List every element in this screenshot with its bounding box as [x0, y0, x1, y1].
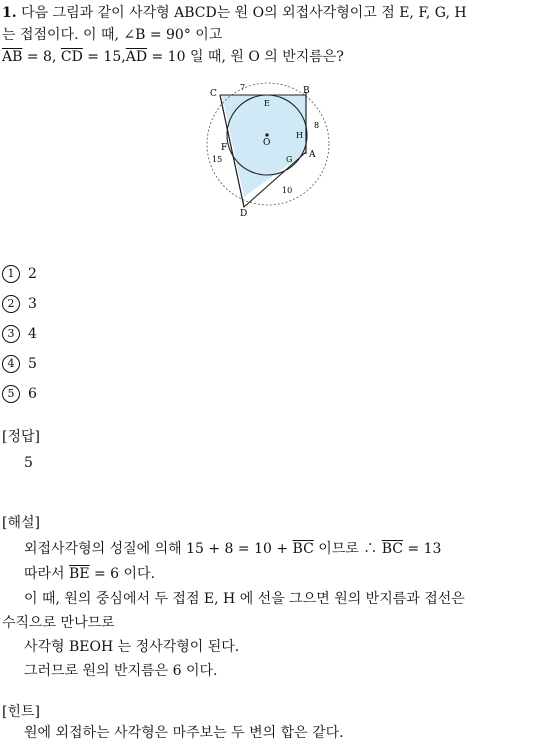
question-line-1 — [2, 4, 467, 22]
explanation-line-3: 이 때, 원의 중심에서 두 접점 E, H 에 선을 그으면 원의 반지름과 접선은 — [24, 591, 465, 607]
answer-value: 5 — [24, 455, 33, 471]
label-d: D — [240, 209, 248, 219]
choice-2[interactable] — [2, 295, 37, 313]
label-o: O — [263, 138, 271, 148]
segment-ab: $\overline{AB}$ — [2, 49, 23, 65]
choice-5[interactable] — [2, 385, 37, 403]
choice-value: 3 — [28, 296, 37, 312]
question-line-2: 는 접점이다. 이 때, ∠B = 90° 이고 — [2, 27, 223, 43]
segment-cd-value: = 15, — [82, 49, 126, 65]
choice-marker: 1 — [2, 265, 20, 283]
hint-heading: [힌트] — [2, 704, 40, 720]
label-c: C — [210, 89, 217, 99]
segment-bc: $\overline{BC}$ — [381, 541, 404, 557]
explanation-text: 따라서 — [24, 566, 70, 582]
choice-4[interactable] — [2, 355, 37, 373]
choice-marker: 3 — [2, 325, 20, 343]
segment-ad: $\overline{AD}$ — [125, 49, 148, 65]
label-h: H — [296, 131, 303, 140]
length-cb: 7 — [240, 83, 246, 92]
question-text-1: 다음 그림과 같이 사각형 ABCD는 원 O의 외접사각형이고 점 E, F, G, H — [21, 5, 467, 21]
explanation-text: = 13 — [403, 541, 442, 557]
label-b: B — [303, 86, 310, 96]
length-ad: 10 — [282, 186, 293, 195]
choice-3[interactable] — [2, 325, 37, 343]
explanation-text: 이므로 ∴ — [313, 541, 382, 557]
label-f: F — [221, 143, 228, 153]
label-a: A — [309, 150, 316, 160]
choice-1[interactable] — [2, 265, 37, 283]
explanation-line-2 — [24, 565, 155, 583]
segment-cd: $\overline{CD}$ — [60, 49, 83, 65]
explanation-line-4: 수직으로 만나므로 — [2, 615, 115, 631]
explanation-heading: [해설] — [2, 515, 40, 531]
segment-be: $\overline{BE}$ — [69, 566, 90, 582]
explanation-line-6: 그러므로 원의 반지름은 6 이다. — [24, 663, 218, 679]
choice-marker: 4 — [2, 355, 20, 373]
geometry-figure — [200, 82, 330, 222]
center-dot — [265, 133, 268, 136]
choice-value: 6 — [28, 386, 37, 402]
explanation-text: = 6 이다. — [89, 566, 156, 582]
segment-bc: $\overline{BC}$ — [292, 541, 314, 557]
choice-value: 2 — [28, 266, 37, 282]
length-ba: 8 — [314, 121, 320, 130]
choice-value: 5 — [28, 356, 37, 372]
choice-marker: 5 — [2, 385, 20, 403]
choice-marker: 2 — [2, 295, 20, 313]
label-g: G — [286, 155, 293, 164]
answer-heading: [정답] — [2, 429, 40, 445]
segment-ad-value: = 10 일 때, 원 O 의 반지름은? — [147, 49, 344, 65]
choice-value: 4 — [28, 326, 37, 342]
segment-ab-value: = 8, — [22, 49, 57, 65]
hint-text: 원에 외접하는 사각형은 마주보는 두 변의 합은 같다. — [24, 725, 344, 741]
question-number: 1. — [2, 5, 17, 21]
explanation-text: 외접사각형의 성질에 의해 15 + 8 = 10 + — [24, 541, 293, 557]
explanation-line-1 — [24, 540, 441, 558]
question-line-3 — [2, 48, 344, 66]
label-e: E — [264, 99, 270, 108]
length-cd: 15 — [212, 155, 223, 164]
explanation-line-5: 사각형 BEOH 는 정사각형이 된다. — [24, 639, 240, 655]
